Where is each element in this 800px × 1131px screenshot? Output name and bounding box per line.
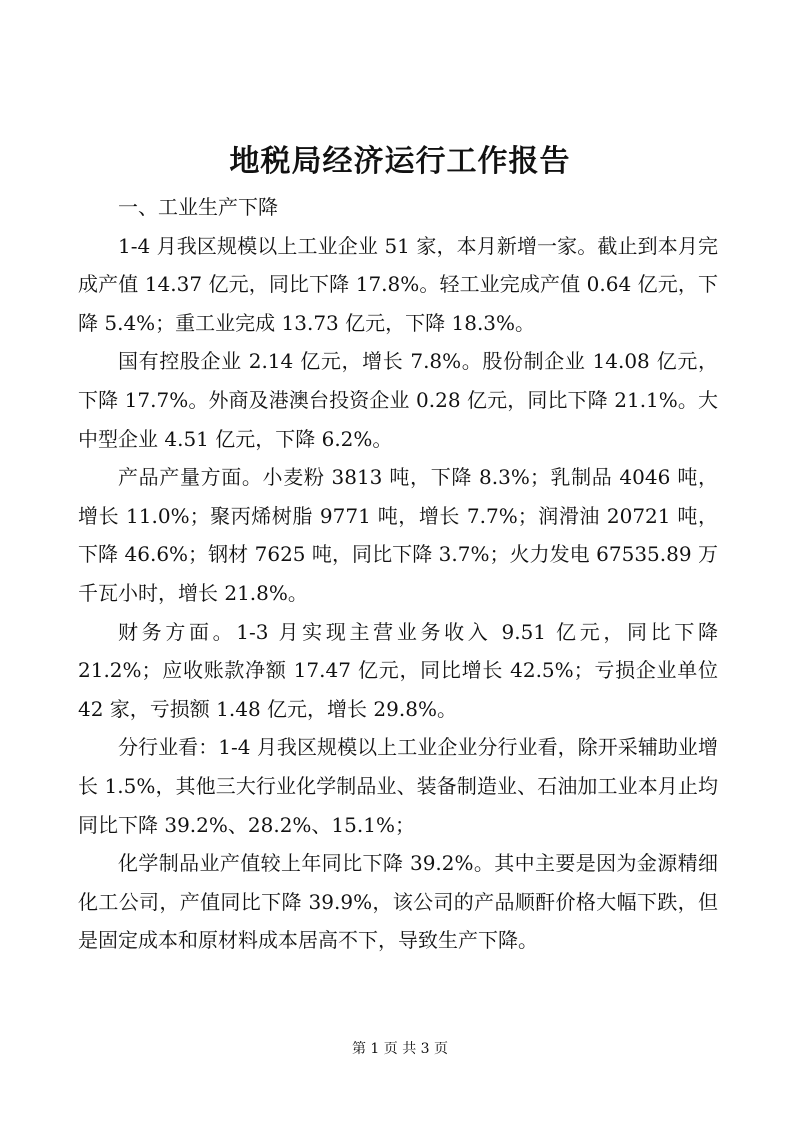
document-title: 地税局经济运行工作报告 [229,144,571,179]
paragraph-products: 产品产量方面。小麦粉 3813 吨，下降 8.3%；乳制品 4046 吨，增长 11.0%；聚丙烯树脂 9771 吨，增长 7.7%；润滑油 20721 吨，下降 46.6%；钢材 7625 吨，同比下降 3.7%；火力发电 67535.89 万千瓦小时，增长 21.8%。 [78,465,718,605]
paragraph-ownership: 国有控股企业 2.14 亿元，增长 7.8%。股份制企业 14.08 亿元，下降 17.7%。外商及港澳台投资企业 0.28 亿元，同比下降 21.1%。大中型企业 4.51 亿元，下降 6.2%。 [78,349,718,451]
paragraph-finance: 财务方面。1-3 月实现主营业务收入 9.51 亿元，同比下降 21.2%；应收账款净额 17.47 亿元，同比增长 42.5%；亏损企业单位 42 家，亏损额 1.48 亿元，增长 29.8%。 [78,619,718,721]
section-heading: 一、工业生产下降 [118,195,278,219]
paragraph-industry: 分行业看：1-4 月我区规模以上工业企业分行业看，除开采辅助业增长 1.5%，其他三大行业化学制品业、装备制造业、石油加工业本月止均同比下降 39.2%、28.2%、15.1%； [78,735,718,837]
page-number-footer: 第 1 页 共 3 页 [351,1041,449,1057]
paragraph-chemical: 化学制品业产值较上年同比下降 39.2%。其中主要是因为金源精细化工公司，产值同比下降 39.9%，该公司的产品顺酐价格大幅下跌，但是固定成本和原材料成本居高不下，导致生产下降。 [78,851,718,953]
paragraph-output: 1-4 月我区规模以上工业企业 51 家，本月新增一家。截止到本月完成产值 14.37 亿元，同比下降 17.8%。轻工业完成产值 0.64 亿元，下降 5.4%；重工业完成 13.73 亿元，下降 18.3%。 [78,233,718,335]
document-body [78,188,718,960]
